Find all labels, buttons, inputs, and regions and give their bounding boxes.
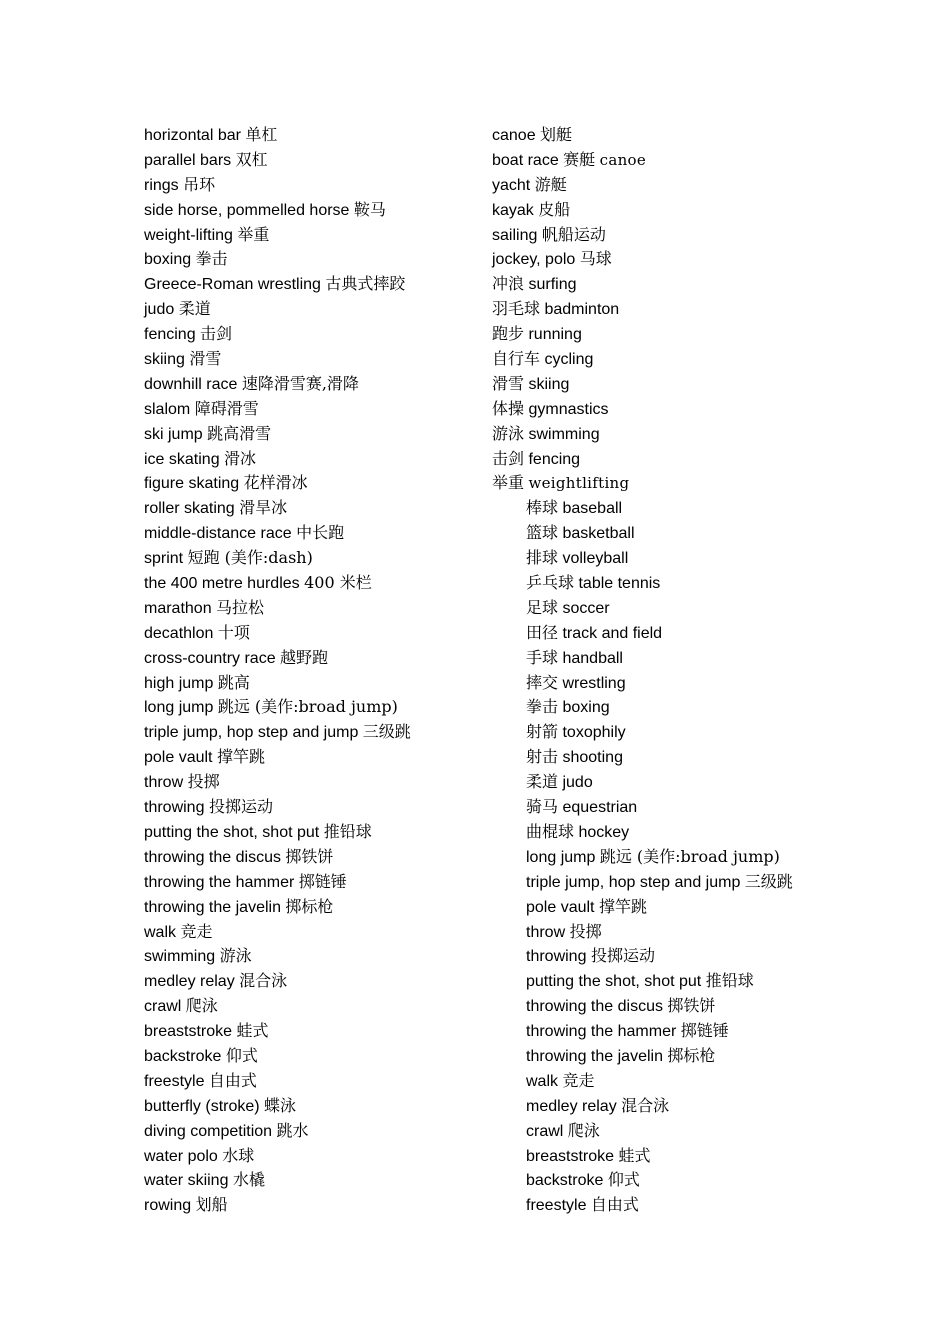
vocab-entry: [492, 795, 932, 820]
vocab-entry: [492, 845, 932, 870]
vocab-entry: [492, 596, 932, 621]
vocab-entry: [492, 621, 932, 646]
vocab-entry: [144, 1019, 474, 1044]
chinese-term: 自由式: [208, 1070, 257, 1090]
vocab-entry: [144, 845, 474, 870]
chinese-term: 竞走: [180, 921, 213, 941]
english-term: jockey, polo: [492, 251, 576, 269]
vocab-entry: [144, 471, 474, 496]
english-term: diving competition: [144, 1122, 273, 1140]
chinese-term: 掷链锤: [298, 871, 347, 891]
english-term: crawl: [144, 998, 182, 1016]
english-term: side horse, pommelled horse: [144, 201, 350, 219]
chinese-term: 水橇: [232, 1170, 265, 1190]
vocab-entry: [492, 123, 932, 148]
chinese-term: 鞍马: [353, 199, 386, 219]
english-term: cross-country race: [144, 649, 276, 667]
vocab-entry: [492, 1019, 932, 1044]
chinese-term: 体操: [492, 398, 525, 418]
vocab-entry: [144, 870, 474, 895]
vocab-entry: [144, 745, 474, 770]
vocab-entry: [492, 198, 932, 223]
chinese-term: 掷铁饼: [667, 996, 716, 1016]
english-term: running: [528, 326, 582, 344]
english-term: skiing: [144, 351, 185, 369]
chinese-term: 推铅球: [323, 821, 372, 841]
chinese-term: 掷标枪: [667, 1045, 716, 1065]
vocab-entry: [492, 720, 932, 745]
chinese-term: 400 米栏: [304, 573, 372, 593]
chinese-term: 推铅球: [705, 971, 754, 991]
english-term: triple jump, hop step and jump: [526, 873, 741, 891]
vocab-entry: [492, 695, 932, 720]
chinese-term: 吊环: [183, 174, 216, 194]
vocab-entry: [144, 1044, 474, 1069]
english-term: water skiing: [144, 1172, 229, 1190]
vocab-entry: [492, 173, 932, 198]
english-term: figure skating: [144, 475, 240, 493]
english-term: long jump: [144, 699, 214, 717]
english-term: backstroke: [144, 1047, 222, 1065]
english-term: boxing: [562, 699, 610, 717]
vocab-entry: [144, 671, 474, 696]
english-term: breaststroke: [144, 1023, 233, 1041]
chinese-term: 击剑: [200, 324, 233, 344]
english-term: throw: [144, 774, 184, 792]
chinese-term: 投掷: [569, 921, 602, 941]
english-term: baseball: [562, 500, 623, 518]
chinese-term: 帆船运动: [541, 224, 606, 244]
chinese-term: 足球: [526, 597, 559, 617]
vocab-entry: [144, 820, 474, 845]
english-term: throwing: [144, 799, 205, 817]
english-term: butterfly (stroke): [144, 1097, 260, 1115]
chinese-term: 柔道: [178, 299, 211, 319]
vocab-entry: [492, 347, 932, 372]
chinese-term: 十项: [217, 622, 250, 642]
vocab-entry: [144, 1144, 474, 1169]
chinese-term: 拳击: [526, 697, 559, 717]
english-term: swimming: [144, 948, 216, 966]
vocab-entry: [492, 671, 932, 696]
chinese-term: 掷链锤: [680, 1021, 729, 1041]
english-term: sprint: [144, 550, 184, 568]
chinese-term: 速降滑雪赛,滑降: [241, 373, 359, 393]
vocab-entry: [144, 621, 474, 646]
vocab-entry: [492, 1144, 932, 1169]
chinese-term: 撑竿跳: [216, 747, 265, 767]
vocab-entry: [144, 322, 474, 347]
english-term: decathlon: [144, 624, 214, 642]
english-term: rings: [144, 176, 179, 194]
english-term: putting the shot, shot put: [144, 823, 320, 841]
vocab-entry: [492, 1069, 932, 1094]
chinese-term: 骑马: [526, 797, 559, 817]
chinese-term: 蝶泳: [264, 1095, 297, 1115]
vocab-entry: [144, 123, 474, 148]
english-term: judo: [562, 774, 593, 792]
english-term: toxophily: [562, 724, 626, 742]
vocab-entry: [492, 1119, 932, 1144]
english-term: boat race: [492, 151, 559, 169]
chinese-term: 越野跑: [280, 647, 329, 667]
vocab-entry: [492, 422, 932, 447]
vocab-entry: [492, 1094, 932, 1119]
english-term: boxing: [144, 251, 192, 269]
english-term: fencing: [144, 326, 196, 344]
english-term: gymnastics: [528, 400, 609, 418]
chinese-term: 投掷运动: [208, 797, 273, 817]
vocab-entry: [492, 895, 932, 920]
english-term: water polo: [144, 1147, 218, 1165]
vocab-entry: [492, 223, 932, 248]
vocab-entry: [492, 447, 932, 472]
english-term: putting the shot, shot put: [526, 973, 702, 991]
vocab-entry: [492, 297, 932, 322]
chinese-term: 滑旱冰: [239, 498, 288, 518]
english-term: skiing: [528, 375, 570, 393]
vocab-entry: [492, 920, 932, 945]
chinese-term: 撑竿跳: [598, 896, 647, 916]
vocab-entry: [144, 546, 474, 571]
chinese-term: 射箭: [526, 722, 559, 742]
chinese-term: 拳击: [195, 249, 228, 269]
chinese-term: 棒球: [526, 498, 559, 518]
chinese-term: 中长跑: [296, 523, 345, 543]
english-term: medley relay: [526, 1097, 617, 1115]
chinese-term: 射击: [526, 747, 559, 767]
chinese-term: 障碍滑雪: [194, 398, 259, 418]
vocab-entry: [492, 322, 932, 347]
vocab-entry: [144, 1069, 474, 1094]
english-term: throwing the discus: [144, 848, 281, 866]
english-term: long jump: [526, 848, 596, 866]
vocab-entry: [144, 347, 474, 372]
english-term: judo: [144, 301, 175, 319]
english-term: rowing: [144, 1197, 192, 1215]
chinese-term: 滑冰: [224, 448, 257, 468]
vocab-entry: [492, 944, 932, 969]
chinese-term: 田径: [526, 622, 559, 642]
english-term: freestyle: [144, 1072, 205, 1090]
english-term: walk: [144, 923, 177, 941]
english-term: throwing the javelin: [526, 1047, 663, 1065]
english-term: swimming: [528, 425, 600, 443]
english-term: breaststroke: [526, 1147, 615, 1165]
vocab-entry: [492, 646, 932, 671]
chinese-term: 柔道: [526, 772, 559, 792]
chinese-term: 混合泳: [239, 971, 288, 991]
vocab-entry: [144, 1168, 474, 1193]
chinese-term: 蛙式: [618, 1145, 651, 1165]
chinese-term: 篮球: [526, 523, 559, 543]
english-term: throw: [526, 923, 566, 941]
chinese-term: 短跑 (美作:dash): [187, 548, 313, 568]
chinese-term: 游泳: [219, 946, 252, 966]
left-vocabulary-column: [144, 123, 474, 1218]
english-term: ski jump: [144, 425, 203, 443]
chinese-term: 手球: [526, 647, 559, 667]
english-term: throwing the javelin: [144, 898, 281, 916]
chinese-term: 自由式: [590, 1195, 639, 1215]
english-term: weightlifting: [528, 474, 630, 493]
english-term: ice skating: [144, 450, 220, 468]
chinese-term: 花样滑冰: [243, 473, 308, 493]
vocab-entry: [144, 247, 474, 272]
english-term: cycling: [544, 351, 594, 369]
english-term: shooting: [562, 749, 623, 767]
english-term: medley relay: [144, 973, 235, 991]
vocab-entry: [492, 546, 932, 571]
english-term: the 400 metre hurdles: [144, 575, 300, 593]
vocab-entry: [144, 895, 474, 920]
vocab-entry: [144, 596, 474, 621]
english-term: backstroke: [526, 1172, 604, 1190]
vocab-entry: [492, 820, 932, 845]
english-term: surfing: [528, 276, 577, 294]
english-term: walk: [526, 1072, 559, 1090]
chinese-term: 跳水: [276, 1120, 309, 1140]
vocab-entry: [144, 1094, 474, 1119]
chinese-term: 蛙式: [236, 1021, 269, 1041]
vocab-entry: [492, 148, 932, 173]
chinese-term: 滑雪: [492, 373, 525, 393]
english-term: high jump: [144, 674, 214, 692]
chinese-term: 掷铁饼: [285, 846, 334, 866]
vocab-entry: [492, 994, 932, 1019]
vocab-entry: [144, 496, 474, 521]
chinese-term: 水球: [222, 1145, 255, 1165]
vocab-entry: [144, 297, 474, 322]
english-term: pole vault: [526, 898, 595, 916]
vocab-entry: [144, 173, 474, 198]
english-term: badminton: [544, 301, 620, 319]
chinese-term: 投掷: [187, 772, 220, 792]
english-term: marathon: [144, 599, 212, 617]
chinese-term: 跳远 (美作:broad jump): [217, 697, 398, 717]
english-term: weight-lifting: [144, 226, 233, 244]
chinese-term: 皮船: [538, 199, 571, 219]
vocab-entry: [492, 247, 932, 272]
vocab-entry: [144, 223, 474, 248]
chinese-term: 古典式摔跤: [325, 274, 406, 294]
english-term: handball: [562, 649, 623, 667]
vocab-entry: [492, 1168, 932, 1193]
english-term: table tennis: [578, 575, 661, 593]
chinese-term: 冲浪: [492, 274, 525, 294]
english-term: slalom: [144, 400, 191, 418]
vocab-entry: [492, 496, 932, 521]
english-term: soccer: [562, 599, 610, 617]
english-term: parallel bars: [144, 151, 232, 169]
english-term: kayak: [492, 201, 534, 219]
vocab-entry: [144, 994, 474, 1019]
vocab-entry: [144, 422, 474, 447]
english-term: canoe: [492, 127, 536, 144]
chinese-term: 划艇: [540, 125, 573, 144]
chinese-term: 竞走: [562, 1070, 595, 1090]
chinese-term: 跳高: [217, 672, 250, 692]
english-term: yacht: [492, 176, 531, 194]
vocab-entry: [492, 870, 932, 895]
english-term: throwing: [526, 948, 587, 966]
english-term: volleyball: [562, 550, 629, 568]
chinese-term: 滑雪: [189, 349, 222, 369]
chinese-term: 投掷运动: [590, 946, 655, 966]
vocab-entry: [492, 745, 932, 770]
vocab-entry: [144, 695, 474, 720]
english-term: downhill race: [144, 375, 238, 393]
english-term: fencing: [528, 450, 581, 468]
vocab-entry: [492, 471, 932, 496]
chinese-term: 曲棍球: [526, 821, 575, 841]
chinese-term: 乒乓球: [526, 573, 575, 593]
vocab-entry: [144, 148, 474, 173]
chinese-term: 击剑: [492, 448, 525, 468]
vocab-entry: [492, 1193, 932, 1218]
english-term: throwing the hammer: [144, 873, 295, 891]
chinese-term: 双杠: [235, 149, 268, 169]
english-term: sailing: [492, 226, 538, 244]
vocab-entry: [144, 795, 474, 820]
english-term: roller skating: [144, 500, 235, 518]
vocab-entry: [144, 397, 474, 422]
vocab-entry: [492, 770, 932, 795]
chinese-term: 马拉松: [216, 597, 265, 617]
vocab-entry: [144, 969, 474, 994]
chinese-term: 马球: [579, 249, 612, 269]
english-term: equestrian: [562, 799, 638, 817]
vocab-entry: [144, 944, 474, 969]
chinese-term: 排球: [526, 548, 559, 568]
chinese-term: 跑步: [492, 324, 525, 344]
vocab-entry: [492, 571, 932, 596]
vocab-entry: [144, 720, 474, 745]
english-term: track and field: [562, 624, 663, 642]
extra-term: canoe: [599, 150, 647, 169]
english-term: horizontal bar: [144, 127, 241, 144]
english-term: wrestling: [562, 674, 626, 692]
vocab-entry: [492, 1044, 932, 1069]
vocab-entry: [492, 969, 932, 994]
vocab-entry: [144, 372, 474, 397]
chinese-term: 爬泳: [567, 1120, 600, 1140]
chinese-term: 举重: [237, 224, 270, 244]
english-term: basketball: [562, 525, 635, 543]
vocab-entry: [144, 198, 474, 223]
chinese-term: 跳远 (美作:broad jump): [599, 846, 780, 866]
vocab-entry: [144, 272, 474, 297]
english-term: throwing the discus: [526, 998, 663, 1016]
chinese-term: 单杠: [245, 125, 278, 144]
english-term: hockey: [578, 823, 630, 841]
vocab-entry: [144, 521, 474, 546]
vocab-entry: [492, 521, 932, 546]
chinese-term: 划船: [195, 1195, 228, 1215]
vocab-entry: [144, 920, 474, 945]
vocab-entry: [144, 571, 474, 596]
chinese-term: 三级跳: [362, 722, 411, 742]
vocab-entry: [144, 1193, 474, 1218]
chinese-term: 掷标枪: [285, 896, 334, 916]
english-term: triple jump, hop step and jump: [144, 724, 359, 742]
vocab-entry: [492, 397, 932, 422]
english-term: pole vault: [144, 749, 213, 767]
chinese-term: 自行车: [492, 349, 541, 369]
chinese-term: 游艇: [534, 174, 567, 194]
vocab-entry: [492, 272, 932, 297]
chinese-term: 仰式: [607, 1170, 640, 1190]
chinese-term: 跳高滑雪: [207, 423, 272, 443]
english-term: freestyle: [526, 1197, 587, 1215]
vocab-entry: [492, 372, 932, 397]
vocab-entry: [144, 770, 474, 795]
chinese-term: 摔交: [526, 672, 559, 692]
chinese-term: 仰式: [225, 1045, 258, 1065]
chinese-term: 举重: [492, 473, 525, 493]
english-term: Greece-Roman wrestling: [144, 276, 321, 294]
vocab-entry: [144, 646, 474, 671]
english-term: crawl: [526, 1122, 564, 1140]
chinese-term: 爬泳: [185, 996, 218, 1016]
chinese-term: 三级跳: [744, 871, 793, 891]
vocab-entry: [144, 1119, 474, 1144]
chinese-term: 游泳: [492, 423, 525, 443]
chinese-term: 羽毛球: [492, 299, 541, 319]
right-vocabulary-column: [492, 123, 932, 1218]
chinese-term: 混合泳: [621, 1095, 670, 1115]
english-term: throwing the hammer: [526, 1023, 677, 1041]
vocab-entry: [144, 447, 474, 472]
chinese-term: 赛艇: [563, 149, 596, 169]
english-term: middle-distance race: [144, 525, 292, 543]
